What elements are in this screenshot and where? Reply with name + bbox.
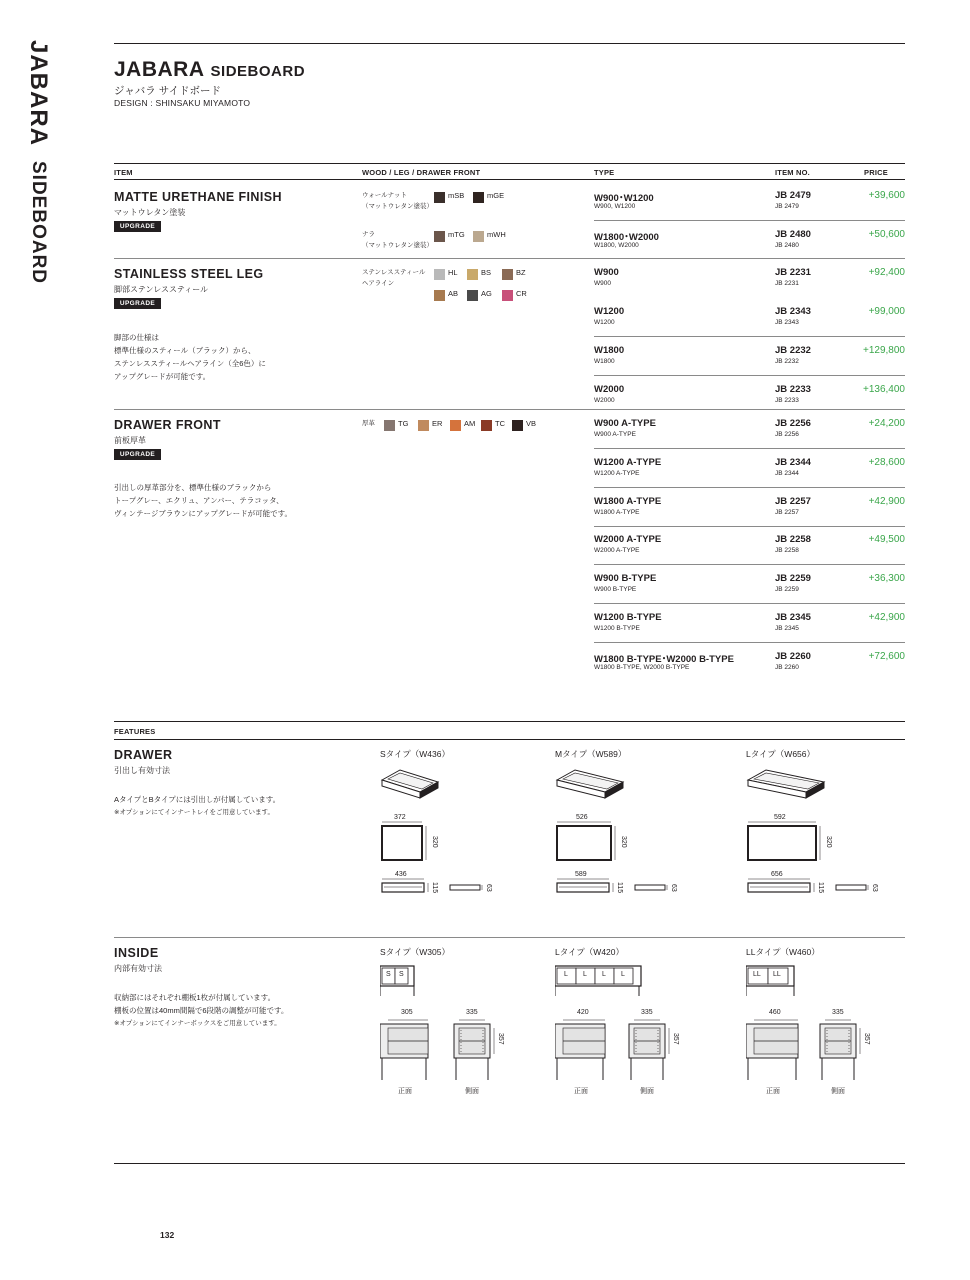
swatch-ag-label: AG <box>481 289 492 298</box>
shelf-cell-label: L <box>602 971 606 978</box>
product-item-no: JB 2344 <box>775 457 811 468</box>
matte-jp: マットウレタン塗装 <box>114 208 186 217</box>
row-divider <box>594 220 905 221</box>
drawer-diagram <box>555 748 725 898</box>
product-type: W1800･W2000 <box>594 232 659 243</box>
drawer-plan <box>382 822 426 860</box>
steel-label: ステンレススティール ヘアライン <box>362 269 426 287</box>
swatch-mtg <box>434 231 445 242</box>
drawer-feature-note: ※オプションにてインナートレイをご用意しています。 <box>114 809 275 816</box>
inside-diagram <box>746 946 926 1101</box>
dim-height: 357 <box>497 1033 504 1045</box>
product-type: W900 <box>594 267 619 278</box>
inside-diagram <box>380 946 560 1101</box>
title-main: JABARA <box>114 58 205 81</box>
inside-feature-note: ※オプションにてインナーボックスをご用意しています。 <box>114 1020 281 1027</box>
dim-outer-width: 656 <box>771 871 783 878</box>
title-jp: ジャバラ サイドボード <box>114 85 221 97</box>
product-item-no-sub: JB 2479 <box>775 203 799 210</box>
swatch-bz <box>502 269 513 280</box>
drawer-type-caption: Lタイプ（W656） <box>746 749 816 759</box>
product-price: +39,600 <box>868 190 905 201</box>
inside-feature-jp: 内部有効寸法 <box>114 964 162 973</box>
dim-height-outer: 115 <box>817 882 824 894</box>
product-type: W1200 B-TYPE <box>594 612 662 623</box>
dim-height-inner: 63 <box>670 884 677 892</box>
drawer-type-caption: Mタイプ（W589） <box>555 749 627 759</box>
drawer-plan <box>748 822 820 860</box>
swatch-tc <box>481 420 492 431</box>
product-price: +136,400 <box>863 384 905 395</box>
drawer-front-profile <box>748 879 868 892</box>
product-item-no: JB 2232 <box>775 345 811 356</box>
page-number: 132 <box>160 1230 175 1240</box>
product-type: W900 B-TYPE <box>594 573 657 584</box>
drawer-front-profile <box>557 879 667 892</box>
product-price: +50,600 <box>868 229 905 240</box>
section-rule <box>114 937 905 938</box>
product-item-no-sub: JB 2480 <box>775 242 799 249</box>
dim-height-outer: 115 <box>616 882 623 894</box>
col-item: ITEM <box>114 168 133 177</box>
swatch-msb-label: mSB <box>448 191 465 200</box>
product-item-no: JB 2345 <box>775 612 811 623</box>
swatch-tg-label: TG <box>398 419 409 428</box>
inside-type-caption: Lタイプ（W420） <box>555 947 625 957</box>
product-type-sub: W1200 <box>594 319 615 326</box>
dim-inner-width: 592 <box>774 814 786 821</box>
swatch-vb-label: VB <box>526 419 537 428</box>
front-view <box>380 1020 428 1080</box>
swatch-mtg-label: mTG <box>448 230 465 239</box>
front-view <box>555 1020 605 1080</box>
product-price: +49,500 <box>868 534 905 545</box>
matte-title: MATTE URETHANE FINISH <box>114 190 282 204</box>
dim-inner-depth: 320 <box>620 836 627 848</box>
product-type: W2000 <box>594 384 625 395</box>
shelf-cell-label: L <box>564 971 568 978</box>
steel-description: 脚部の仕様は 標準仕様のスティール（ブラック）から、 ステンレススティールヘアライン（全6色）に アップグレードが可能です。 <box>114 333 266 381</box>
product-price: +129,800 <box>863 345 905 356</box>
product-item-no: JB 2479 <box>775 190 811 201</box>
product-type: W1200 <box>594 306 625 317</box>
design-credit: DESIGN : SHINSAKU MIYAMOTO <box>114 98 251 108</box>
front-view-label: 正面 <box>574 1088 588 1095</box>
swatch-mge-label: mGE <box>487 191 505 200</box>
product-price: +36,300 <box>868 573 905 584</box>
bottom-rule <box>114 1163 905 1164</box>
product-type: W900 A-TYPE <box>594 418 656 429</box>
swatch-msb <box>434 192 445 203</box>
product-price: +99,000 <box>868 306 905 317</box>
product-item-no-sub: JB 2344 <box>775 470 799 477</box>
product-type-sub: W900 <box>594 280 611 287</box>
side-view <box>454 1020 494 1080</box>
product-price: +92,400 <box>868 267 905 278</box>
shelf-cell-label: S <box>386 971 391 978</box>
swatch-tc-label: TC <box>495 419 505 428</box>
front-view <box>746 1020 798 1080</box>
product-item-no: JB 2258 <box>775 534 811 545</box>
top-rule <box>114 43 905 44</box>
row-divider <box>594 487 905 488</box>
row-divider <box>594 375 905 376</box>
side-view-label: 側面 <box>465 1088 479 1095</box>
product-item-no-sub: JB 2259 <box>775 586 799 593</box>
front-view-label: 正面 <box>398 1088 412 1095</box>
drawer-plan <box>557 822 615 860</box>
product-item-no-sub: JB 2233 <box>775 397 799 404</box>
title-sub: SIDEBOARD <box>210 63 306 80</box>
swatch-mwh-label: mWH <box>487 230 506 239</box>
product-type-sub: W900 B-TYPE <box>594 586 637 593</box>
swatch-ab <box>434 290 445 301</box>
swatch-am-label: AM <box>464 419 476 428</box>
section-rule <box>114 258 905 259</box>
product-item-no: JB 2256 <box>775 418 811 429</box>
features-top-rule <box>114 721 905 722</box>
steel-jp: 脚部ステンレススティール <box>114 285 209 294</box>
product-item-no-sub: JB 2232 <box>775 358 799 365</box>
col-material: WOOD / LEG / DRAWER FRONT <box>362 168 481 177</box>
col-price: PRICE <box>864 168 888 177</box>
product-type: W900･W1200 <box>594 193 654 204</box>
drawer-isometric <box>748 770 824 798</box>
leather-label: 厚革 <box>362 420 375 427</box>
side-view-label: 側面 <box>640 1088 654 1095</box>
side-title <box>24 40 52 284</box>
side-view-label: 側面 <box>831 1088 845 1095</box>
dim-height-outer: 115 <box>431 882 438 894</box>
drawer-feature-description: AタイプとBタイプには引出しが付属しています。 ※オプションにてインナートレイをご用意しています。 <box>114 793 280 819</box>
oak-label: ナラ （マットウレタン塗装） <box>362 231 433 249</box>
product-item-no: JB 2259 <box>775 573 811 584</box>
dim-depth: 335 <box>832 1009 844 1016</box>
inside-type-caption: LLタイプ（W460） <box>746 947 820 957</box>
page-title <box>114 58 305 82</box>
product-type-sub: W2000 A-TYPE <box>594 547 640 554</box>
product-type-sub: W1800 A-TYPE <box>594 509 640 516</box>
drawer-type-caption: Sタイプ（W436） <box>380 749 450 759</box>
swatch-er <box>418 420 429 431</box>
product-item-no-sub: JB 2260 <box>775 664 799 671</box>
product-item-no: JB 2257 <box>775 496 811 507</box>
swatch-bs <box>467 269 478 280</box>
product-price: +72,600 <box>868 651 905 662</box>
side-view <box>820 1020 860 1080</box>
product-item-no-sub: JB 2256 <box>775 431 799 438</box>
shelf-cell-label: LL <box>753 971 761 978</box>
dim-inner-depth: 320 <box>825 836 832 848</box>
product-item-no-sub: JB 2343 <box>775 319 799 326</box>
matte-upgrade-badge: UPGRADE <box>114 221 161 232</box>
product-type: W1800 <box>594 345 625 356</box>
col-item-no: ITEM NO. <box>775 168 810 177</box>
swatch-mge <box>473 192 484 203</box>
side-view <box>629 1020 669 1080</box>
product-type: W1800 A-TYPE <box>594 496 662 507</box>
product-type-sub: W1800 B-TYPE, W2000 B-TYPE <box>594 664 690 671</box>
product-type: W2000 A-TYPE <box>594 534 662 545</box>
product-item-no-sub: JB 2258 <box>775 547 799 554</box>
walnut-label: ウォールナット （マットウレタン塗装） <box>362 192 433 210</box>
swatch-bz-label: BZ <box>516 268 526 277</box>
dim-depth: 335 <box>641 1009 653 1016</box>
swatch-ab-label: AB <box>448 289 459 298</box>
dim-width: 305 <box>401 1009 413 1016</box>
table-head-rule <box>114 179 905 180</box>
swatch-vb <box>512 420 523 431</box>
drawer-feature-jp: 引出し有効寸法 <box>114 766 170 775</box>
inside-type-caption: Sタイプ（W305） <box>380 947 450 957</box>
product-item-no-sub: JB 2345 <box>775 625 799 632</box>
row-divider <box>594 526 905 527</box>
row-divider <box>594 336 905 337</box>
dim-depth: 335 <box>466 1009 478 1016</box>
product-type-sub: W1200 B-TYPE <box>594 625 640 632</box>
dim-outer-width: 436 <box>395 871 407 878</box>
row-divider <box>594 642 905 643</box>
product-price: +42,900 <box>868 496 905 507</box>
drawer-front-title: DRAWER FRONT <box>114 418 221 432</box>
swatch-bs-label: BS <box>481 268 492 277</box>
dim-width: 460 <box>769 1009 781 1016</box>
product-item-no-sub: JB 2231 <box>775 280 799 287</box>
table-top-rule <box>114 163 905 164</box>
steel-title: STAINLESS STEEL LEG <box>114 267 264 281</box>
dim-height-inner: 63 <box>485 884 492 892</box>
row-divider <box>594 564 905 565</box>
features-head-rule <box>114 739 905 740</box>
inside-feature-description: 収納部にはそれぞれ棚板1枚が付属しています。 棚板の位置は40mm間隔で6段階の調整が可能です。 ※オプションにてインナーボックスをご用意しています。 <box>114 991 288 1030</box>
product-item-no: JB 2233 <box>775 384 811 395</box>
shelf-cell-label: L <box>621 971 625 978</box>
product-type-sub: W1200 A-TYPE <box>594 470 640 477</box>
dim-height: 357 <box>672 1033 679 1045</box>
product-type-sub: W900 A-TYPE <box>594 431 636 438</box>
product-type-sub: W1800, W2000 <box>594 242 639 249</box>
product-type: W1200 A-TYPE <box>594 457 662 468</box>
product-price: +28,600 <box>868 457 905 468</box>
dim-inner-width: 526 <box>576 814 588 821</box>
swatch-hl-label: HL <box>448 268 458 277</box>
row-divider <box>594 603 905 604</box>
drawer-front-description: 引出しの厚革部分を、標準仕様のブラックから トープグレー、エクリュ、アンバー、テラコッタ、 ヴィンテージブラウンにアップグレードが可能です。 <box>114 483 293 518</box>
product-item-no: JB 2260 <box>775 651 811 662</box>
dim-outer-width: 589 <box>575 871 587 878</box>
drawer-isometric <box>382 770 438 798</box>
dim-height: 357 <box>863 1033 870 1045</box>
swatch-cr <box>502 290 513 301</box>
steel-upgrade-badge: UPGRADE <box>114 298 161 309</box>
front-view-label: 正面 <box>766 1088 780 1095</box>
swatch-cr-label: CR <box>516 289 527 298</box>
drawer-diagram <box>380 748 550 898</box>
swatch-mwh <box>473 231 484 242</box>
drawer-front-upgrade-badge: UPGRADE <box>114 449 161 460</box>
swatch-tg <box>384 420 395 431</box>
inside-diagram <box>555 946 735 1101</box>
product-item-no-sub: JB 2257 <box>775 509 799 516</box>
side-title-main: JABARA <box>25 40 52 147</box>
dim-inner-depth: 320 <box>431 836 438 848</box>
product-price: +24,200 <box>868 418 905 429</box>
swatch-am <box>450 420 461 431</box>
drawer-feature-title: DRAWER <box>114 748 173 762</box>
product-type-sub: W1800 <box>594 358 615 365</box>
product-type-sub: W900, W1200 <box>594 203 636 210</box>
drawer-isometric <box>557 770 623 798</box>
dim-height-inner: 63 <box>871 884 878 892</box>
shelf-cell-label: S <box>399 971 404 978</box>
dim-inner-width: 372 <box>394 814 406 821</box>
product-type: W1800 B-TYPE･W2000 B-TYPE <box>594 654 734 665</box>
swatch-er-label: ER <box>432 419 443 428</box>
shelf-cell-label: L <box>583 971 587 978</box>
shelf-cell-label: LL <box>773 971 781 978</box>
row-divider <box>594 448 905 449</box>
side-title-sub: SIDEBOARD <box>28 160 49 284</box>
drawer-diagram <box>746 748 916 898</box>
section-rule <box>114 409 905 410</box>
dim-width: 420 <box>577 1009 589 1016</box>
product-item-no: JB 2480 <box>775 229 811 240</box>
swatch-hl <box>434 269 445 280</box>
features-heading: FEATURES <box>114 727 156 736</box>
drawer-front-jp: 前板厚革 <box>114 436 146 445</box>
inside-feature-title: INSIDE <box>114 946 159 960</box>
product-type-sub: W2000 <box>594 397 615 404</box>
product-item-no: JB 2343 <box>775 306 811 317</box>
swatch-ag <box>467 290 478 301</box>
product-item-no: JB 2231 <box>775 267 811 278</box>
col-type: TYPE <box>594 168 615 177</box>
product-price: +42,900 <box>868 612 905 623</box>
